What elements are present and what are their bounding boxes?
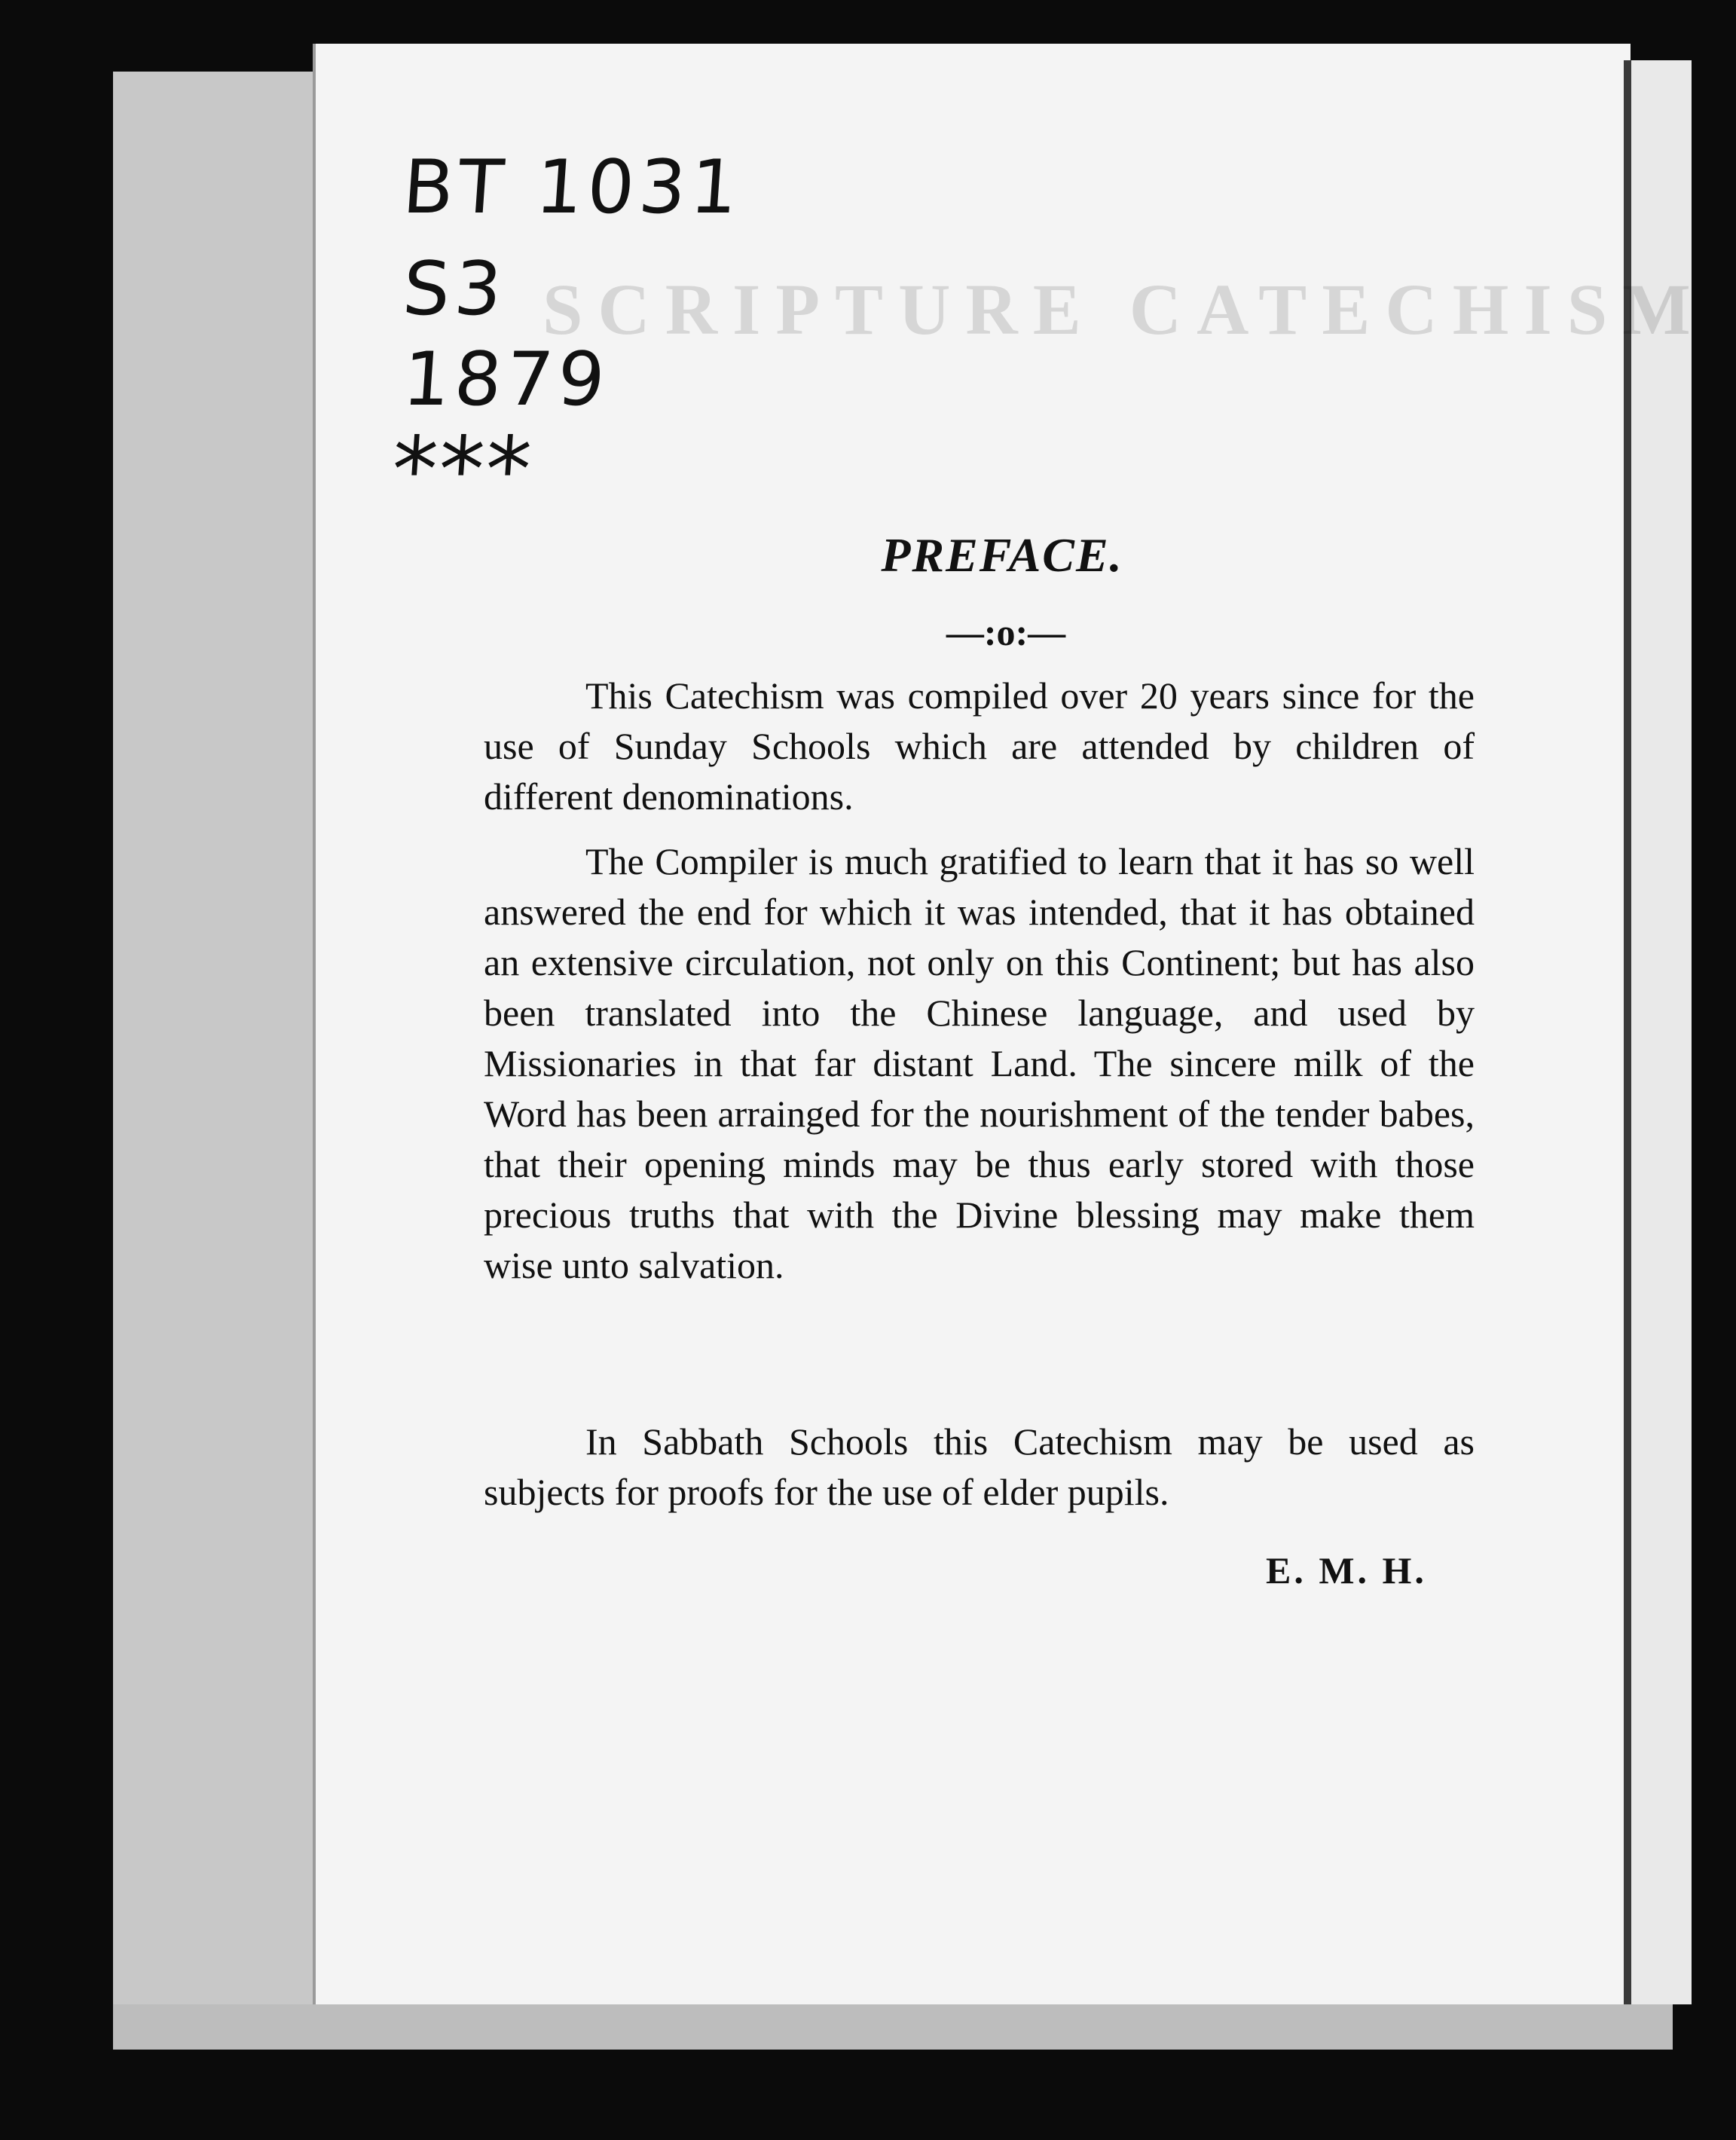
paragraph-1: This Catechism was compiled over 20 years since for the use of Sunday Schools which are attended by children of different denominations. xyxy=(484,674,1475,818)
call-number-line-2: S3 xyxy=(400,246,509,332)
right-page-edge xyxy=(1624,60,1692,2004)
ornamental-rule: —:o:— xyxy=(946,611,1066,653)
signature: E. M. H. xyxy=(1266,1549,1427,1591)
paragraph-2: The Compiler is much gratified to learn that it has so well answered the end for which it was intended, that it has obtained an extensive circulation, not only on this Continent; but has also been translated into the Chinese language, and used by Missionaries in that far distant Land. The sincere milk of the Word has been arrainged for the nourishment of the tender babes, that their opening minds may be thus early stored with those precious truths that with the Divine blessing may make them wise unto salvation. xyxy=(484,840,1475,1286)
call-number-line-3: 1879 xyxy=(400,337,613,423)
paragraph-3: In Sabbath Schools this Catechism may be used as subjects for proofs for the use of elder pupils. xyxy=(484,1420,1475,1513)
bottom-shadow xyxy=(113,2004,1673,2050)
call-number-line-4: *** xyxy=(388,418,536,523)
left-board xyxy=(113,72,332,2016)
preface-heading: PREFACE. xyxy=(881,528,1123,582)
call-number-line-1: BT 1031 xyxy=(400,145,745,231)
show-through-title: SCRIPTURE CATECHISM xyxy=(542,269,1706,350)
